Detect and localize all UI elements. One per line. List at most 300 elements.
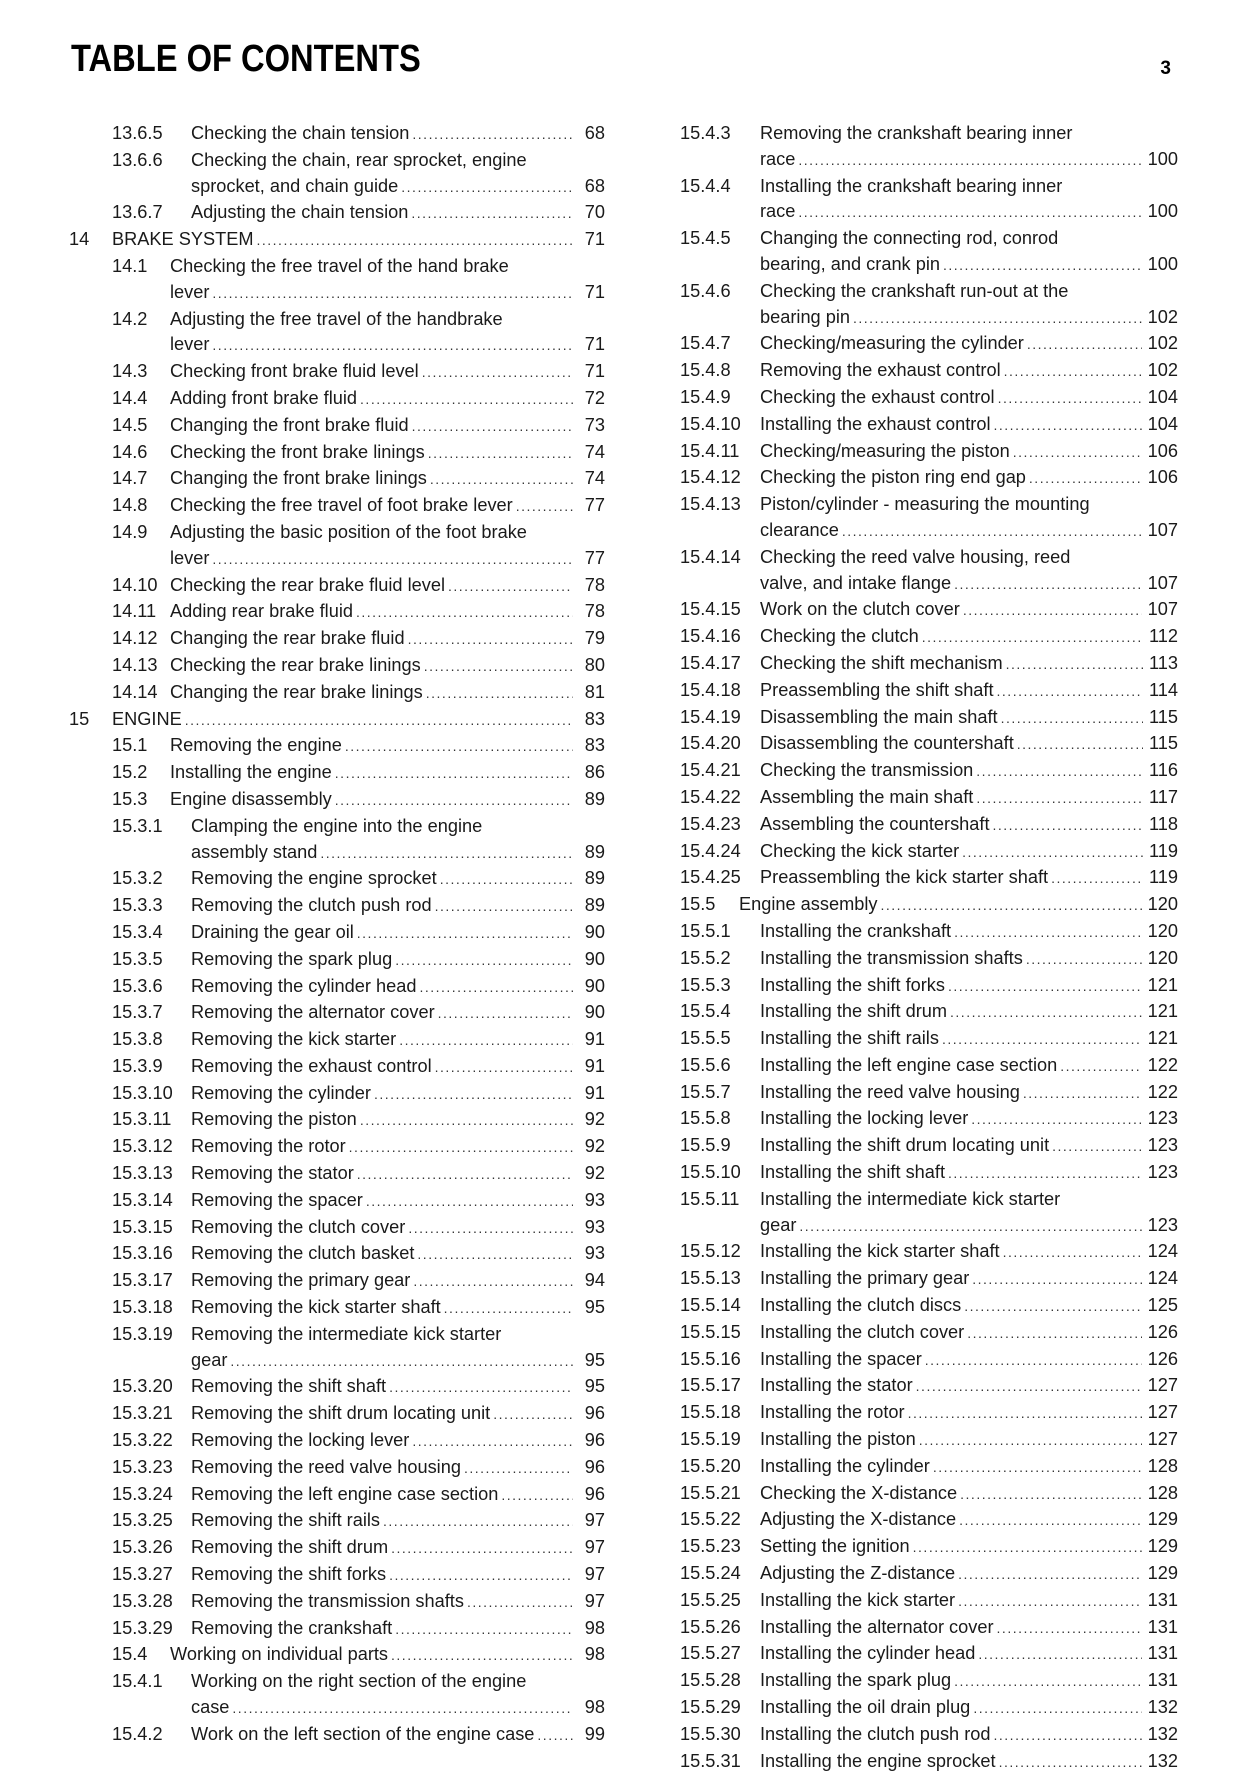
toc-entry[interactable]: [69, 1616, 605, 1643]
toc-entry-title: Removing the exhaust control: [760, 360, 1001, 381]
toc-entry[interactable]: [69, 653, 605, 680]
toc-entry-number: 15.1: [112, 735, 148, 756]
toc-entry[interactable]: [69, 573, 605, 600]
dot-leader: [357, 1162, 573, 1188]
toc-entry[interactable]: [680, 1722, 1178, 1749]
toc-entry[interactable]: [680, 1160, 1178, 1187]
toc-entry-number: 15.5.4: [680, 1001, 731, 1022]
toc-entry-title: Changing the rear brake fluid: [170, 628, 405, 649]
toc-entry-number: 13.6.6: [112, 149, 163, 170]
toc-entry[interactable]: [69, 920, 605, 947]
toc-entry-title: Installing the cylinder head: [760, 1643, 976, 1664]
toc-entry-page: 129: [1147, 1536, 1178, 1557]
dot-leader: [212, 333, 573, 359]
toc-entry-number: 15.3.27: [112, 1564, 173, 1585]
toc-entry-page: 83: [584, 735, 605, 756]
toc-entry[interactable]: [680, 597, 1178, 624]
toc-entry[interactable]: [69, 1054, 605, 1081]
toc-entry-page: 104: [1147, 386, 1178, 407]
toc-entry[interactable]: [680, 358, 1178, 385]
toc-entry[interactable]: [69, 1322, 605, 1375]
toc-entry-number: 15.3.10: [112, 1082, 173, 1103]
dot-leader: [440, 867, 573, 893]
toc-entry-title: Adding front brake fluid: [170, 387, 358, 408]
toc-entry-title: clearance: [760, 519, 839, 540]
toc-entry-number: 14.13: [112, 654, 158, 675]
toc-entry[interactable]: [680, 1695, 1178, 1722]
dot-leader: [1026, 947, 1142, 973]
toc-entry[interactable]: [680, 1347, 1178, 1374]
toc-entry-page: 95: [584, 1376, 605, 1397]
dot-leader: [185, 708, 573, 734]
toc-entry-page: 93: [584, 1243, 605, 1264]
toc-entry-title: bearing, and crank pin: [760, 253, 940, 274]
toc-entry[interactable]: [69, 893, 605, 920]
toc-entry-title: Installing the shift shaft: [760, 1162, 946, 1183]
toc-entry[interactable]: [69, 200, 605, 227]
toc-entry[interactable]: [69, 760, 605, 787]
toc-entry[interactable]: [680, 1507, 1178, 1534]
toc-entry-page: 121: [1147, 1028, 1178, 1049]
toc-entry[interactable]: [69, 626, 605, 653]
toc-entry-number: 15.3.26: [112, 1537, 173, 1558]
toc-entry[interactable]: [69, 1161, 605, 1188]
dot-leader: [391, 1643, 573, 1669]
toc-entry-title: Removing the shift shaft: [191, 1376, 387, 1397]
toc-entry-page: 95: [584, 1349, 605, 1370]
toc-entry-number: 15.3.22: [112, 1430, 173, 1451]
toc-entry-number: 15.3.24: [112, 1483, 173, 1504]
toc-entry[interactable]: [680, 331, 1178, 358]
dot-leader: [411, 201, 573, 227]
toc-entry[interactable]: [69, 1374, 605, 1401]
toc-entry[interactable]: [69, 1508, 605, 1535]
toc-entry-number: 15.5.15: [680, 1321, 741, 1342]
toc-entry-number: 15.4.25: [680, 867, 741, 888]
toc-entry-number: 15.4.6: [680, 280, 731, 301]
toc-entry-title: Checking the shift mechanism: [760, 652, 1003, 673]
toc-entry-page: 131: [1147, 1589, 1178, 1610]
toc-entry[interactable]: [69, 254, 605, 307]
toc-entry-title: Removing the cylinder head: [191, 975, 417, 996]
toc-entry[interactable]: [680, 412, 1178, 439]
toc-entry-page: 129: [1147, 1509, 1178, 1530]
toc-entry-number: 15.3.4: [112, 921, 163, 942]
dot-leader: [212, 281, 573, 307]
toc-entry[interactable]: [680, 999, 1178, 1026]
dot-leader: [954, 920, 1142, 946]
toc-entry[interactable]: [69, 1268, 605, 1295]
toc-entry[interactable]: [680, 1588, 1178, 1615]
toc-entry[interactable]: [680, 1641, 1178, 1668]
toc-entry[interactable]: [680, 226, 1178, 279]
toc-entry-number: 15.3.5: [112, 948, 163, 969]
toc-entry-number: 15.5.5: [680, 1028, 731, 1049]
toc-entry[interactable]: [680, 279, 1178, 332]
toc-entry[interactable]: [69, 227, 605, 254]
dot-leader: [419, 975, 573, 1001]
toc-entry-page: 71: [584, 334, 605, 355]
toc-entry-page: 96: [584, 1456, 605, 1477]
dot-leader: [212, 547, 573, 573]
toc-entry[interactable]: [69, 1081, 605, 1108]
toc-entry[interactable]: [69, 359, 605, 386]
toc-entry[interactable]: [680, 624, 1178, 651]
toc-entry-page: 71: [584, 361, 605, 382]
toc-entry-page: 123: [1147, 1214, 1178, 1235]
toc-entry[interactable]: [680, 1293, 1178, 1320]
toc-entry-number: 15.4: [112, 1644, 148, 1665]
toc-entry[interactable]: [680, 812, 1178, 839]
toc-entry[interactable]: [680, 1266, 1178, 1293]
toc-entry-page: 74: [584, 441, 605, 462]
toc-entry[interactable]: [680, 545, 1178, 598]
dot-leader: [954, 1669, 1142, 1695]
toc-entry-title: Assembling the countershaft: [760, 813, 990, 834]
toc-entry-number: 15.4.20: [680, 733, 741, 754]
toc-entry-page: 100: [1147, 201, 1178, 222]
toc-entry[interactable]: [69, 1482, 605, 1509]
toc-column-left: [69, 121, 605, 1749]
toc-entry-title: Removing the clutch cover: [191, 1216, 406, 1237]
toc-entry-title: Installing the kick starter: [760, 1589, 956, 1610]
toc-entry-number: 15.3.21: [112, 1403, 173, 1424]
toc-entry-page: 98: [584, 1617, 605, 1638]
toc-entry-page: 104: [1147, 413, 1178, 434]
toc-entry-number: 15.5.29: [680, 1697, 741, 1718]
toc-entry[interactable]: [680, 174, 1178, 227]
toc-entry-title: Installing the shift drum locating unit: [760, 1135, 1050, 1156]
toc-entry[interactable]: [69, 1642, 605, 1669]
toc-entry[interactable]: [69, 707, 605, 734]
toc-entry[interactable]: [680, 1106, 1178, 1133]
toc-entry-number: 15.3.16: [112, 1243, 173, 1264]
toc-entry[interactable]: [680, 1615, 1178, 1642]
toc-entry[interactable]: [69, 520, 605, 573]
toc-entry-number: 15.5.11: [680, 1188, 740, 1209]
toc-entry-page: 80: [584, 654, 605, 675]
toc-entry-page: 116: [1149, 760, 1178, 781]
toc-entry-page: 98: [584, 1644, 605, 1665]
toc-entry-number: 14.2: [112, 308, 148, 329]
toc-entry-page: 132: [1147, 1723, 1178, 1744]
toc-entry-title: Installing the crankshaft bearing inner: [760, 175, 1063, 196]
toc-entry-number: 15.4.3: [680, 123, 731, 143]
toc-entry-page: 100: [1147, 148, 1178, 169]
toc-entry-title: Removing the shift drum locating unit: [191, 1403, 491, 1424]
dot-leader: [537, 1723, 573, 1749]
toc-entry[interactable]: [680, 1749, 1178, 1775]
toc-entry[interactable]: [69, 1295, 605, 1322]
toc-entry[interactable]: [69, 1241, 605, 1268]
dot-leader: [501, 1483, 573, 1509]
toc-entry-number: 15.4.21: [680, 760, 741, 781]
toc-entry-title: Checking the reed valve housing, reed: [760, 546, 1071, 567]
dot-leader: [395, 1617, 573, 1643]
toc-entry[interactable]: [69, 1669, 605, 1722]
toc-entry[interactable]: [680, 1454, 1178, 1481]
toc-entry-page: 107: [1147, 599, 1178, 620]
toc-entry[interactable]: [69, 1401, 605, 1428]
toc-entry-page: 77: [584, 547, 605, 568]
toc-entry[interactable]: [69, 1134, 605, 1161]
toc-entry-title: Checking the chain tension: [191, 123, 410, 143]
dot-leader: [948, 1161, 1142, 1187]
toc-entry-page: 120: [1147, 920, 1178, 941]
toc-entry-page: 114: [1149, 679, 1178, 700]
toc-entry[interactable]: [69, 1000, 605, 1027]
toc-entry-title: Installing the stator: [760, 1375, 913, 1396]
toc-entry[interactable]: [69, 413, 605, 440]
toc-entry[interactable]: [680, 1561, 1178, 1588]
toc-entry[interactable]: [680, 892, 1178, 919]
toc-entry[interactable]: [69, 1535, 605, 1562]
toc-entry-page: 125: [1147, 1295, 1178, 1316]
dot-leader: [335, 761, 573, 787]
toc-entry-page: 129: [1147, 1563, 1178, 1584]
toc-entry-page: 68: [584, 175, 605, 196]
toc-entry-number: 14.14: [112, 681, 158, 702]
dot-leader: [383, 1509, 573, 1535]
toc-entry[interactable]: [680, 465, 1178, 492]
toc-entry-number: 14.1: [112, 255, 148, 276]
toc-entry-page: 83: [584, 708, 605, 729]
toc-entry[interactable]: [69, 1215, 605, 1242]
toc-entry-page: 86: [584, 762, 605, 783]
dot-leader: [417, 1242, 573, 1268]
toc-entry[interactable]: [69, 1428, 605, 1455]
toc-entry[interactable]: [69, 1562, 605, 1589]
toc-entry-title: Removing the clutch push rod: [191, 895, 432, 916]
toc-entry-title: Removing the transmission shafts: [191, 1590, 464, 1611]
toc-entry-number: 15.2: [112, 762, 148, 783]
toc-entry[interactable]: [680, 731, 1178, 758]
toc-entry-number: 15.3.18: [112, 1297, 173, 1318]
toc-entry[interactable]: [680, 1239, 1178, 1266]
toc-entry-page: 122: [1147, 1054, 1178, 1075]
toc-entry-page: 102: [1147, 333, 1178, 354]
toc-entry[interactable]: [680, 1373, 1178, 1400]
toc-entry[interactable]: [680, 758, 1178, 785]
dot-leader: [1001, 706, 1143, 732]
toc-entry-page: 96: [584, 1403, 605, 1424]
toc-entry[interactable]: [680, 1427, 1178, 1454]
toc-entry-page: 131: [1147, 1670, 1178, 1691]
toc-entry[interactable]: [680, 121, 1178, 174]
toc-entry-title: Adjusting the free travel of the handbrake: [170, 308, 503, 329]
toc-entry-number: 14.8: [112, 495, 148, 516]
dot-leader: [963, 598, 1142, 624]
toc-entry[interactable]: [69, 1455, 605, 1482]
toc-entry-page: 97: [584, 1590, 605, 1611]
toc-entry-title: Working on individual parts: [170, 1644, 389, 1665]
toc-entry[interactable]: [680, 919, 1178, 946]
toc-entry-number: 15.4.19: [680, 706, 741, 727]
toc-entry[interactable]: [69, 1589, 605, 1616]
toc-entry-number: 15.3: [112, 788, 148, 809]
toc-entry[interactable]: [69, 814, 605, 867]
toc-entry-number: 15.3.23: [112, 1456, 173, 1477]
dot-leader: [1051, 866, 1143, 892]
toc-entry-number: 15.3.8: [112, 1029, 163, 1050]
toc-entry[interactable]: [680, 1187, 1178, 1240]
toc-entry-page: 118: [1149, 813, 1178, 834]
toc-entry-title: Removing the primary gear: [191, 1270, 411, 1291]
dot-leader: [356, 600, 573, 626]
toc-entry-title: Adjusting the Z-distance: [760, 1563, 956, 1584]
toc-entry-page: 89: [584, 895, 605, 916]
toc-entry-number: 15.5.20: [680, 1455, 741, 1476]
toc-entry-title: valve, and intake flange: [760, 572, 952, 593]
dot-leader: [320, 841, 573, 867]
toc-entry-title: Removing the stator: [191, 1163, 354, 1184]
toc-entry[interactable]: [69, 599, 605, 626]
toc-entry[interactable]: [680, 705, 1178, 732]
page-title: TABLE OF CONTENTS: [71, 38, 421, 80]
toc-entry-title: lever: [170, 334, 210, 355]
toc-entry[interactable]: [680, 1481, 1178, 1508]
toc-entry-number: 15.4.9: [680, 386, 731, 407]
dot-leader: [925, 1348, 1142, 1374]
toc-entry[interactable]: [69, 787, 605, 814]
toc-entry[interactable]: [69, 466, 605, 493]
toc-entry[interactable]: [680, 865, 1178, 892]
toc-entry[interactable]: [680, 785, 1178, 812]
toc-entry[interactable]: [69, 493, 605, 520]
toc-entry-title: Checking the kick starter: [760, 840, 960, 861]
toc-entry[interactable]: [69, 947, 605, 974]
toc-entry-number: 15.5.12: [680, 1241, 741, 1262]
dot-leader: [435, 894, 573, 920]
toc-entry-page: 123: [1147, 1162, 1178, 1183]
toc-entry-page: 131: [1147, 1643, 1178, 1664]
toc-entry[interactable]: [69, 866, 605, 893]
toc-entry-number: 15.3.7: [112, 1002, 163, 1023]
toc-entry[interactable]: [680, 678, 1178, 705]
dot-leader: [516, 494, 573, 520]
toc-entry[interactable]: [69, 121, 605, 148]
toc-entry[interactable]: [69, 1188, 605, 1215]
dot-leader: [942, 1027, 1142, 1053]
toc-entry[interactable]: [680, 973, 1178, 1000]
toc-column-right: [680, 121, 1178, 1775]
toc-entry-title: Preassembling the shift shaft: [760, 679, 994, 700]
toc-entry[interactable]: [69, 733, 605, 760]
toc-entry-page: 89: [584, 788, 605, 809]
dot-leader: [919, 1428, 1142, 1454]
toc-entry-number: 15.3.3: [112, 895, 163, 916]
toc-entry-title: Installing the transmission shafts: [760, 947, 1023, 968]
toc-entry-page: 112: [1149, 626, 1178, 647]
toc-entry-title: Removing the crankshaft bearing inner: [760, 123, 1073, 143]
toc-entry-title: Removing the reed valve housing: [191, 1456, 461, 1477]
toc-entry-number: 15.4.10: [680, 413, 741, 434]
toc-entry[interactable]: [69, 974, 605, 1001]
dot-leader: [973, 1696, 1141, 1722]
toc-entry-title: Clamping the engine into the engine: [191, 815, 483, 836]
toc-entry-number: 15.5.18: [680, 1402, 741, 1423]
toc-entry[interactable]: [680, 492, 1178, 545]
toc-entry-number: 15.4.17: [680, 652, 741, 673]
toc-entry-title: Work on the clutch cover: [760, 599, 960, 620]
toc-entry-number: 15.4.14: [680, 546, 741, 567]
toc-entry-page: 68: [584, 123, 605, 143]
dot-leader: [428, 441, 573, 467]
toc-entry-page: 126: [1147, 1321, 1178, 1342]
toc-entry[interactable]: [680, 1534, 1178, 1561]
toc-entry[interactable]: [680, 1320, 1178, 1347]
toc-entry-page: 106: [1147, 440, 1178, 461]
toc-entry[interactable]: [69, 1722, 605, 1749]
toc-entry-number: 15.5.21: [680, 1482, 741, 1503]
toc-entry[interactable]: [680, 1026, 1178, 1053]
toc-entry[interactable]: [680, 439, 1178, 466]
dot-leader: [853, 306, 1142, 332]
dot-leader: [1052, 1134, 1142, 1160]
toc-entry-number: 15.4.23: [680, 813, 741, 834]
toc-entry-title: Installing the clutch push rod: [760, 1723, 991, 1744]
toc-entry-number: 15.3.11: [112, 1109, 172, 1130]
toc-entry[interactable]: [69, 440, 605, 467]
toc-entry[interactable]: [69, 386, 605, 413]
toc-entry-title: Checking the crankshaft run-out at the: [760, 280, 1069, 301]
dot-leader: [435, 1055, 573, 1081]
toc-entry[interactable]: [680, 946, 1178, 973]
toc-entry-title: Installing the piston: [760, 1429, 916, 1450]
toc-entry-number: 14.4: [112, 387, 148, 408]
toc-entry-title: Checking the free travel of the hand brake: [170, 255, 509, 276]
dot-leader: [399, 1028, 573, 1054]
toc-entry-title: Installing the left engine case section: [760, 1054, 1058, 1075]
toc-entry-number: 15.4.13: [680, 494, 741, 515]
toc-entry-title: Removing the shift drum: [191, 1537, 389, 1558]
dot-leader: [1027, 332, 1142, 358]
toc-entry-page: 97: [584, 1537, 605, 1558]
toc-entry-number: 14.9: [112, 521, 148, 542]
toc-entry[interactable]: [69, 148, 605, 201]
toc-entry-page: 77: [584, 495, 605, 516]
toc-entry-page: 90: [584, 921, 605, 942]
toc-entry[interactable]: [69, 1107, 605, 1134]
toc-entry-title: Installing the alternator cover: [760, 1616, 994, 1637]
dot-leader: [438, 1001, 573, 1027]
toc-entry[interactable]: [680, 1080, 1178, 1107]
toc-entry[interactable]: [680, 1133, 1178, 1160]
toc-entry-page: 91: [584, 1055, 605, 1076]
toc-entry-title: Checking the exhaust control: [760, 386, 995, 407]
toc-entry-page: 92: [584, 1163, 605, 1184]
toc-entry[interactable]: [680, 651, 1178, 678]
toc-entry-number: 15.3.9: [112, 1055, 163, 1076]
toc-entry-number: 15.5.6: [680, 1054, 731, 1075]
toc-entry-number: 14.3: [112, 361, 148, 382]
dot-leader: [335, 788, 573, 814]
toc-entry[interactable]: [69, 1027, 605, 1054]
toc-entry[interactable]: [69, 680, 605, 707]
toc-entry[interactable]: [680, 385, 1178, 412]
toc-entry-page: 90: [584, 1002, 605, 1023]
toc-entry-title: Adjusting the basic position of the foot brake: [170, 521, 527, 542]
toc-entry-title: Changing the front brake fluid: [170, 414, 409, 435]
toc-entry[interactable]: [680, 1400, 1178, 1427]
toc-entry[interactable]: [680, 1053, 1178, 1080]
toc-entry[interactable]: [680, 1668, 1178, 1695]
toc-entry[interactable]: [69, 307, 605, 360]
toc-entry-number: 15.5.26: [680, 1616, 741, 1637]
toc-entry-title: Installing the clutch cover: [760, 1321, 965, 1342]
toc-entry[interactable]: [680, 839, 1178, 866]
toc-entry-title: assembly stand: [191, 841, 318, 862]
